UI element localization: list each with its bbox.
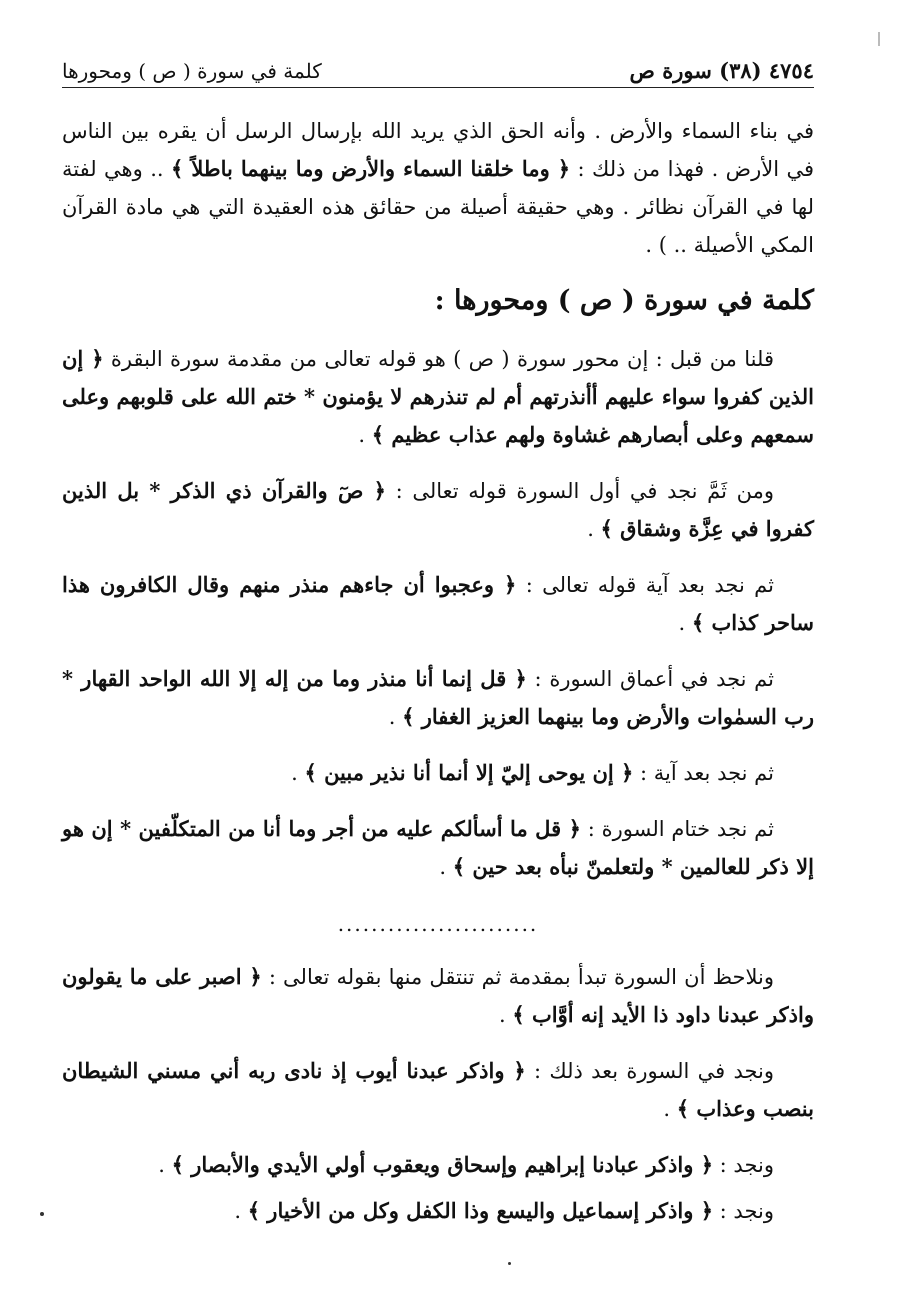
paragraph-text: ثم نجد في أعماق السورة :	[526, 667, 774, 691]
intro-paragraph	[62, 112, 814, 264]
quran-quote: ﴿ وما خلقنا السماء والأرض وما بينهما باطلاً ﴾	[170, 156, 571, 181]
scan-speck	[40, 1212, 44, 1216]
paragraph-end: .	[291, 761, 305, 785]
header-section-title: كلمة في سورة ( ص ) ومحورها	[62, 59, 322, 83]
paragraph	[62, 810, 814, 886]
paragraph-text: ومن ثَمَّ نجد في أول السورة قوله تعالى :	[385, 479, 774, 503]
section-divider: ........................	[337, 912, 539, 936]
paragraph	[62, 1146, 814, 1184]
paragraph-end: .	[587, 517, 601, 541]
paragraph-end: .	[234, 1199, 248, 1223]
paragraph-end: .	[388, 705, 403, 729]
surah-reference: (٣٨) سورة ص	[629, 58, 762, 83]
quran-quote: ﴿ إن يوحى إليّ إلا أنما أنا نذير مبين ﴾	[304, 760, 634, 785]
quran-quote: ﴿ قل إنما أنا منذر وما من إله إلا الله الواحد القهار * رب السمٰوات والأرض وما بينهما العزيز الغفار ﴾	[62, 666, 814, 729]
intro-text-end: .. وهي لفتة لها في القرآن نظائر . وهي حقيقة أصيلة من حقائق هذه العقيدة التي هي مادة القرآن المكي الأصيلة .. ) .	[62, 157, 814, 257]
paragraph	[62, 1192, 814, 1230]
paragraph-text: قلنا من قبل : إن محور سورة ( ص ) هو قوله تعالى من مقدمة سورة البقرة	[103, 347, 775, 371]
paragraph-text: ونلاحظ أن السورة تبدأ بمقدمة ثم تنتقل منها بقوله تعالى :	[261, 965, 775, 989]
quran-quote: ﴿ اصبر على ما يقولون واذكر عبدنا داود ذا الأيد إنه أوَّاب ﴾	[62, 964, 814, 1027]
quran-quote: ﴿ واذكر عبدنا أيوب إذ نادى ربه أني مسني الشيطان بنصب وعذاب ﴾	[62, 1058, 814, 1121]
quran-quote: ﴿ وعجبوا أن جاءهم منذر منهم وقال الكافرون هذا ساحر كذاب ﴾	[62, 572, 814, 635]
paragraph	[62, 472, 814, 548]
paragraph-text: ثم نجد بعد آية :	[633, 761, 774, 785]
running-header	[62, 52, 814, 88]
section-heading: كلمة في سورة ( ص ) ومحورها :	[434, 285, 814, 316]
paragraph	[62, 340, 814, 454]
quran-quote: ﴿ صٓ والقرآن ذي الذكر * بل الذين كفروا في عِزَّة وشقاق ﴾	[62, 478, 814, 541]
quran-quote: ﴿ إن الذين كفروا سواء عليهم أأنذرتهم أم لم تنذرهم لا يؤمنون * ختم الله على قلوبهم وعلى سمعهم وعلى أبصارهم غشاوة ولهم عذاب عظيم ﴾	[62, 346, 814, 447]
paragraph-text: ونجد :	[713, 1153, 774, 1177]
quran-quote: ﴿ واذكر عبادنا إبراهيم وإسحاق ويعقوب أولي الأيدي والأبصار ﴾	[171, 1152, 713, 1177]
paragraph-text: ونجد في السورة بعد ذلك :	[525, 1059, 775, 1083]
paragraph-text: ثم نجد ختام السورة :	[580, 817, 774, 841]
paragraph	[62, 754, 814, 792]
quran-quote: ﴿ واذكر إسماعيل واليسع وذا الكفل وكل من الأخيار ﴾	[247, 1198, 713, 1223]
paragraph	[62, 1052, 814, 1128]
scan-mark	[878, 32, 880, 46]
header-right	[630, 58, 814, 83]
page-number: ٤٧٥٤	[768, 58, 814, 83]
paragraph-end: .	[439, 855, 453, 879]
paragraph-text: ونجد :	[713, 1199, 774, 1223]
paragraph-end: .	[663, 1097, 677, 1121]
quran-quote: ﴿ قل ما أسألكم عليه من أجر وما أنا من المتكلّفين * إن هو إلا ذكر للعالمين * ولتعلمنّ نبأه بعد حين ﴾	[62, 816, 814, 879]
paragraph	[62, 958, 814, 1034]
paragraph-end: .	[158, 1153, 172, 1177]
scan-speck	[508, 1262, 511, 1265]
paragraph-end: .	[358, 423, 372, 447]
paragraph-end: .	[678, 611, 692, 635]
paragraph-end: .	[499, 1003, 513, 1027]
paragraph	[62, 660, 814, 736]
paragraph	[62, 566, 814, 642]
paragraph-text: ثم نجد بعد آية قوله تعالى :	[516, 573, 774, 597]
page-body	[62, 112, 814, 1248]
intro-text: في بناء السماء والأرض . وأنه الحق الذي يريد الله بإرسال الرسل أن يقره بين الناس في الأرض . فهذا من ذلك :	[62, 119, 814, 181]
